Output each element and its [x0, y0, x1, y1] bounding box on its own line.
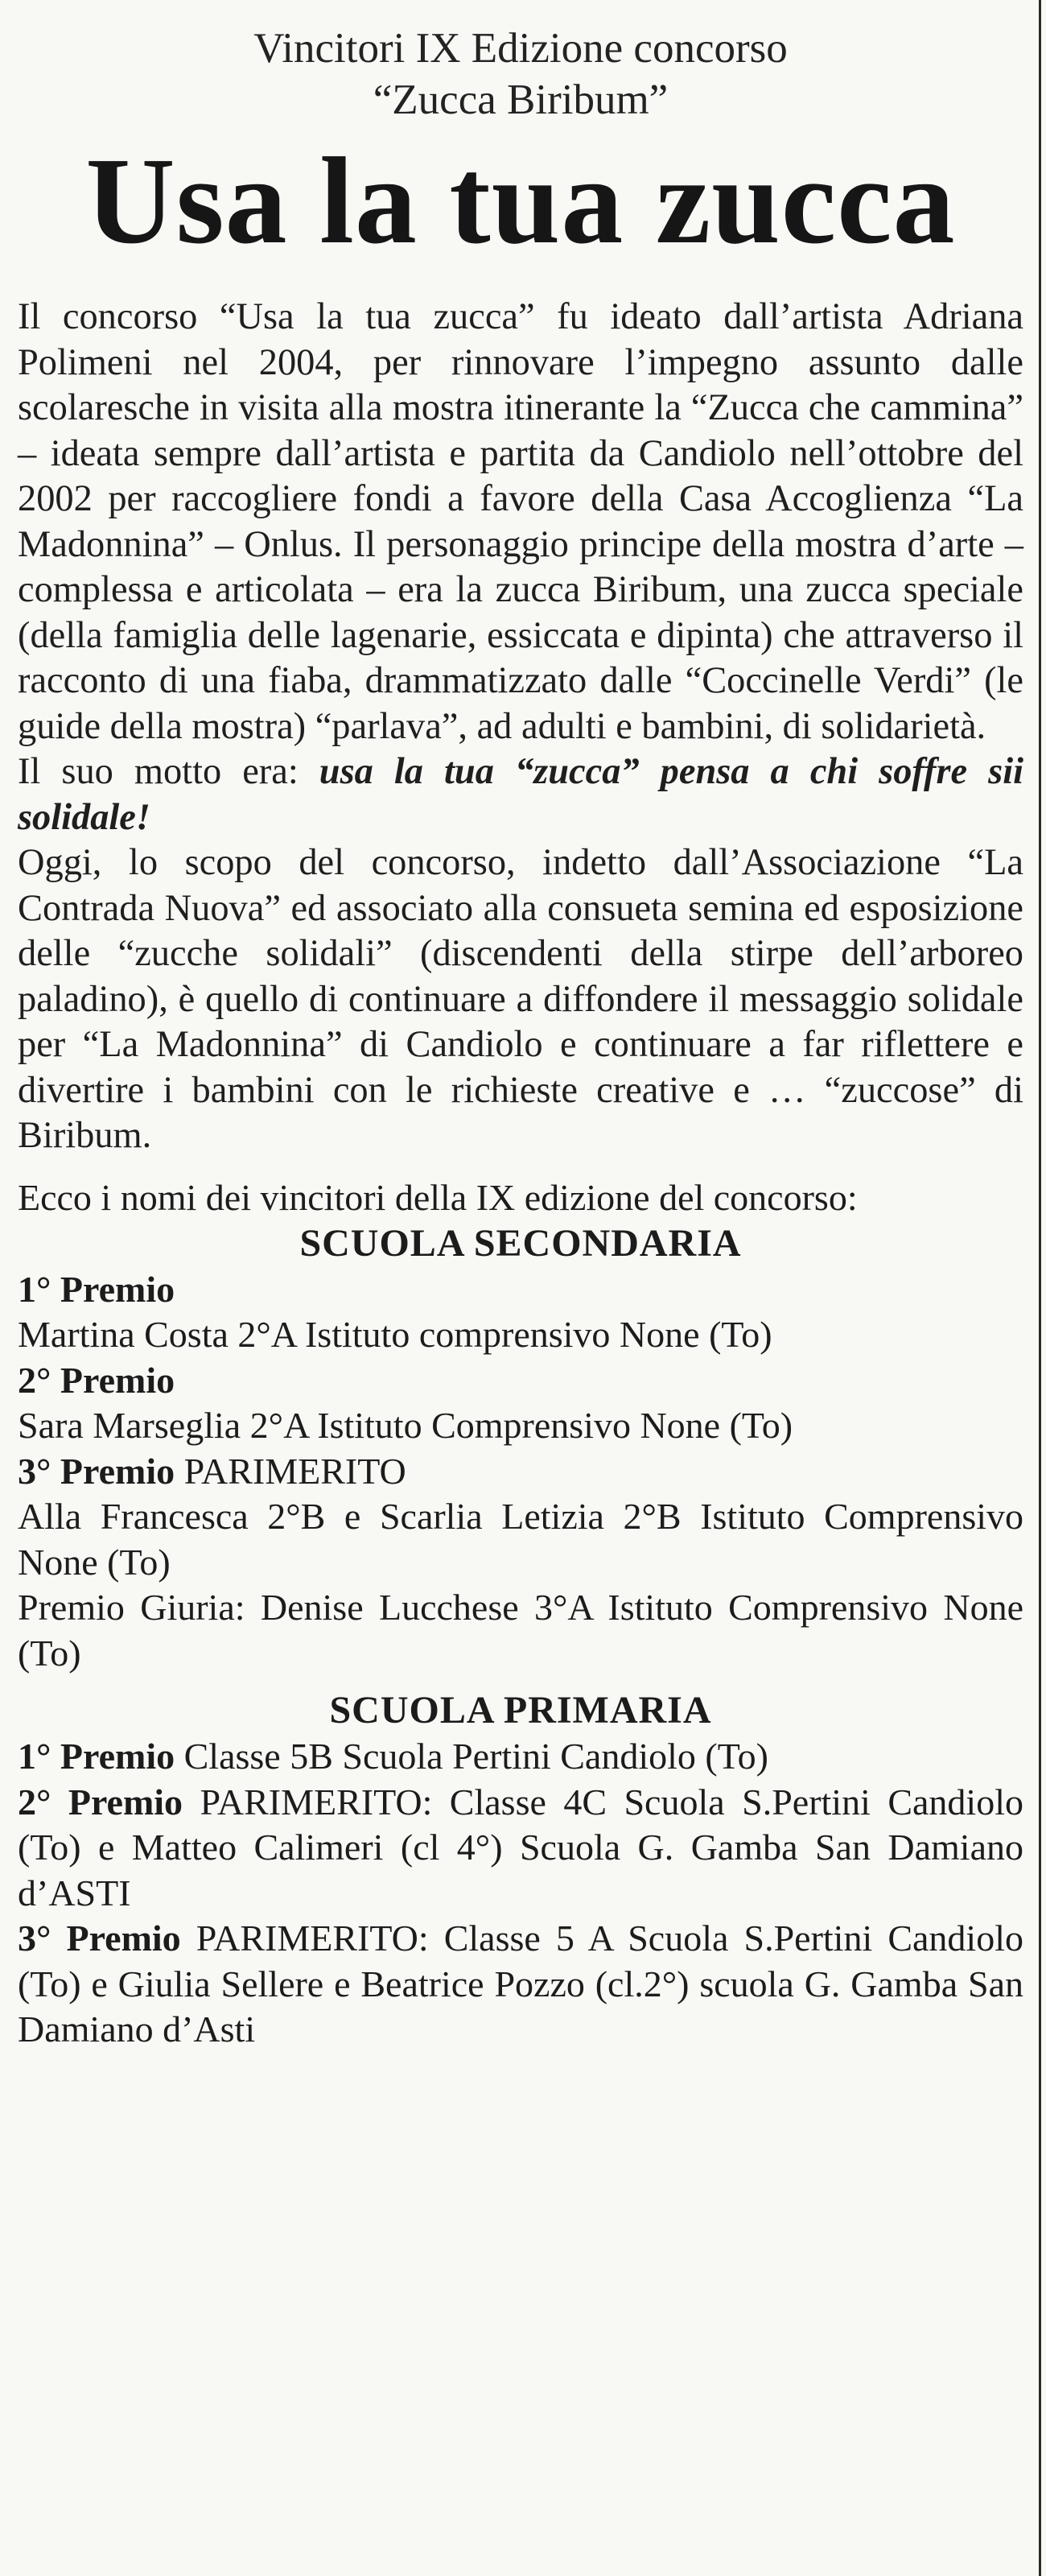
article-body [18, 295, 1023, 1159]
secondaria-third-heading [18, 1449, 1023, 1495]
article [18, 23, 1023, 2053]
primaria-first [18, 1734, 1023, 1780]
clipping-edge [1039, 0, 1041, 2576]
motto-text: usa la tua “zucca” pensa a chi soffre sii solidale! [18, 751, 1023, 838]
primaria-third-label: 3° Premio [18, 1918, 181, 1959]
winners-intro: Ecco i nomi dei vincitori della IX edizione del concorso: [18, 1176, 858, 1218]
paragraph-origin: Il concorso “Usa la tua zucca” fu ideato dall’artista Adriana Polimeni nel 2004, per rinnovare l’impegno assunto dalle scolaresche in visita alla mostra itinerante la “Zucca che cammina” – ideata sempre dall’artista e partita da Candiolo nell’ottobre del 2002 per raccogliere fondi a favore della Casa Accoglienza “La Madonnina” – Onlus. Il personaggio principe della mostra d’arte – complessa e articolata – era la zucca Biribum, una zucca speciale (della famiglia delle lagenarie, essiccata e dipinta) che attraverso il racconto di una fiaba, drammatizzato dalle “Coccinelle Verdi” (le guide della mostra) “parlava”, ad adulti e bambini, di solidarietà. [18, 296, 1023, 747]
secondaria-second-winner: Sara Marseglia 2°A Istituto Comprensivo None (To) [18, 1405, 793, 1446]
secondaria-giuria-winner: Premio Giuria: Denise Lucchese 3°A Istituto Comprensivo None (To) [18, 1587, 1023, 1674]
primaria-second-label: 2° Premio [18, 1781, 183, 1823]
primaria-third-winners: PARIMERITO: Classe 5 A Scuola S.Pertini Candiolo (To) e Giulia Sellere e Beatrice Pozzo (cl.2°) scuola G. Gamba San Damiano d’Asti [18, 1918, 1023, 2050]
section-title-primaria: SCUOLA PRIMARIA [329, 1689, 712, 1732]
article-title: Usa la tua zucca [85, 133, 956, 270]
secondaria-third-winners: Alla Francesca 2°B e Scarlia Letizia 2°B Istituto Comprensivo None (To) [18, 1496, 1023, 1583]
section-title-secondaria: SCUOLA SECONDARIA [299, 1221, 742, 1265]
paragraph-purpose: Oggi, lo scopo del concorso, indetto dall’Associazione “La Contrada Nuova” ed associato alla consueta semina ed esposizione delle “zucche solidali” (discendenti della stirpe dell’arboreo paladino), è quello di continuare a diffondere il messaggio solidale per “La Madonnina” di Candiolo e continuare a far riflettere e divertire i bambini con le richieste creative e … “zuccose” di Biribum. [18, 842, 1023, 1156]
primaria-second [18, 1780, 1023, 1917]
secondaria-first-winner: Martina Costa 2°A Istituto comprensivo None (To) [18, 1314, 772, 1355]
primaria-first-winner: Classe 5B Scuola Pertini Candiolo (To) [175, 1736, 768, 1777]
primaria-first-label: 1° Premio [18, 1736, 175, 1777]
primaria-third [18, 1916, 1023, 2053]
primaria-second-winners: PARIMERITO: Classe 4C Scuola S.Pertini Candiolo (To) e Matteo Calimeri (cl 4°) Scuola G. Gamba San Damiano d’ASTI [18, 1781, 1023, 1913]
secondaria-second-label: 2° Premio [18, 1359, 175, 1401]
header-line-1: Vincitori IX Edizione concorso [253, 25, 788, 72]
secondaria-third-suffix: PARIMERITO [175, 1450, 406, 1492]
secondaria-first-label: 1° Premio [18, 1268, 175, 1310]
secondaria-third-label: 3° Premio [18, 1450, 175, 1492]
motto-prefix: Il suo motto era: [18, 751, 319, 792]
paragraph-motto [18, 749, 1023, 840]
header-line-2: “Zucca Biribum” [373, 76, 669, 123]
